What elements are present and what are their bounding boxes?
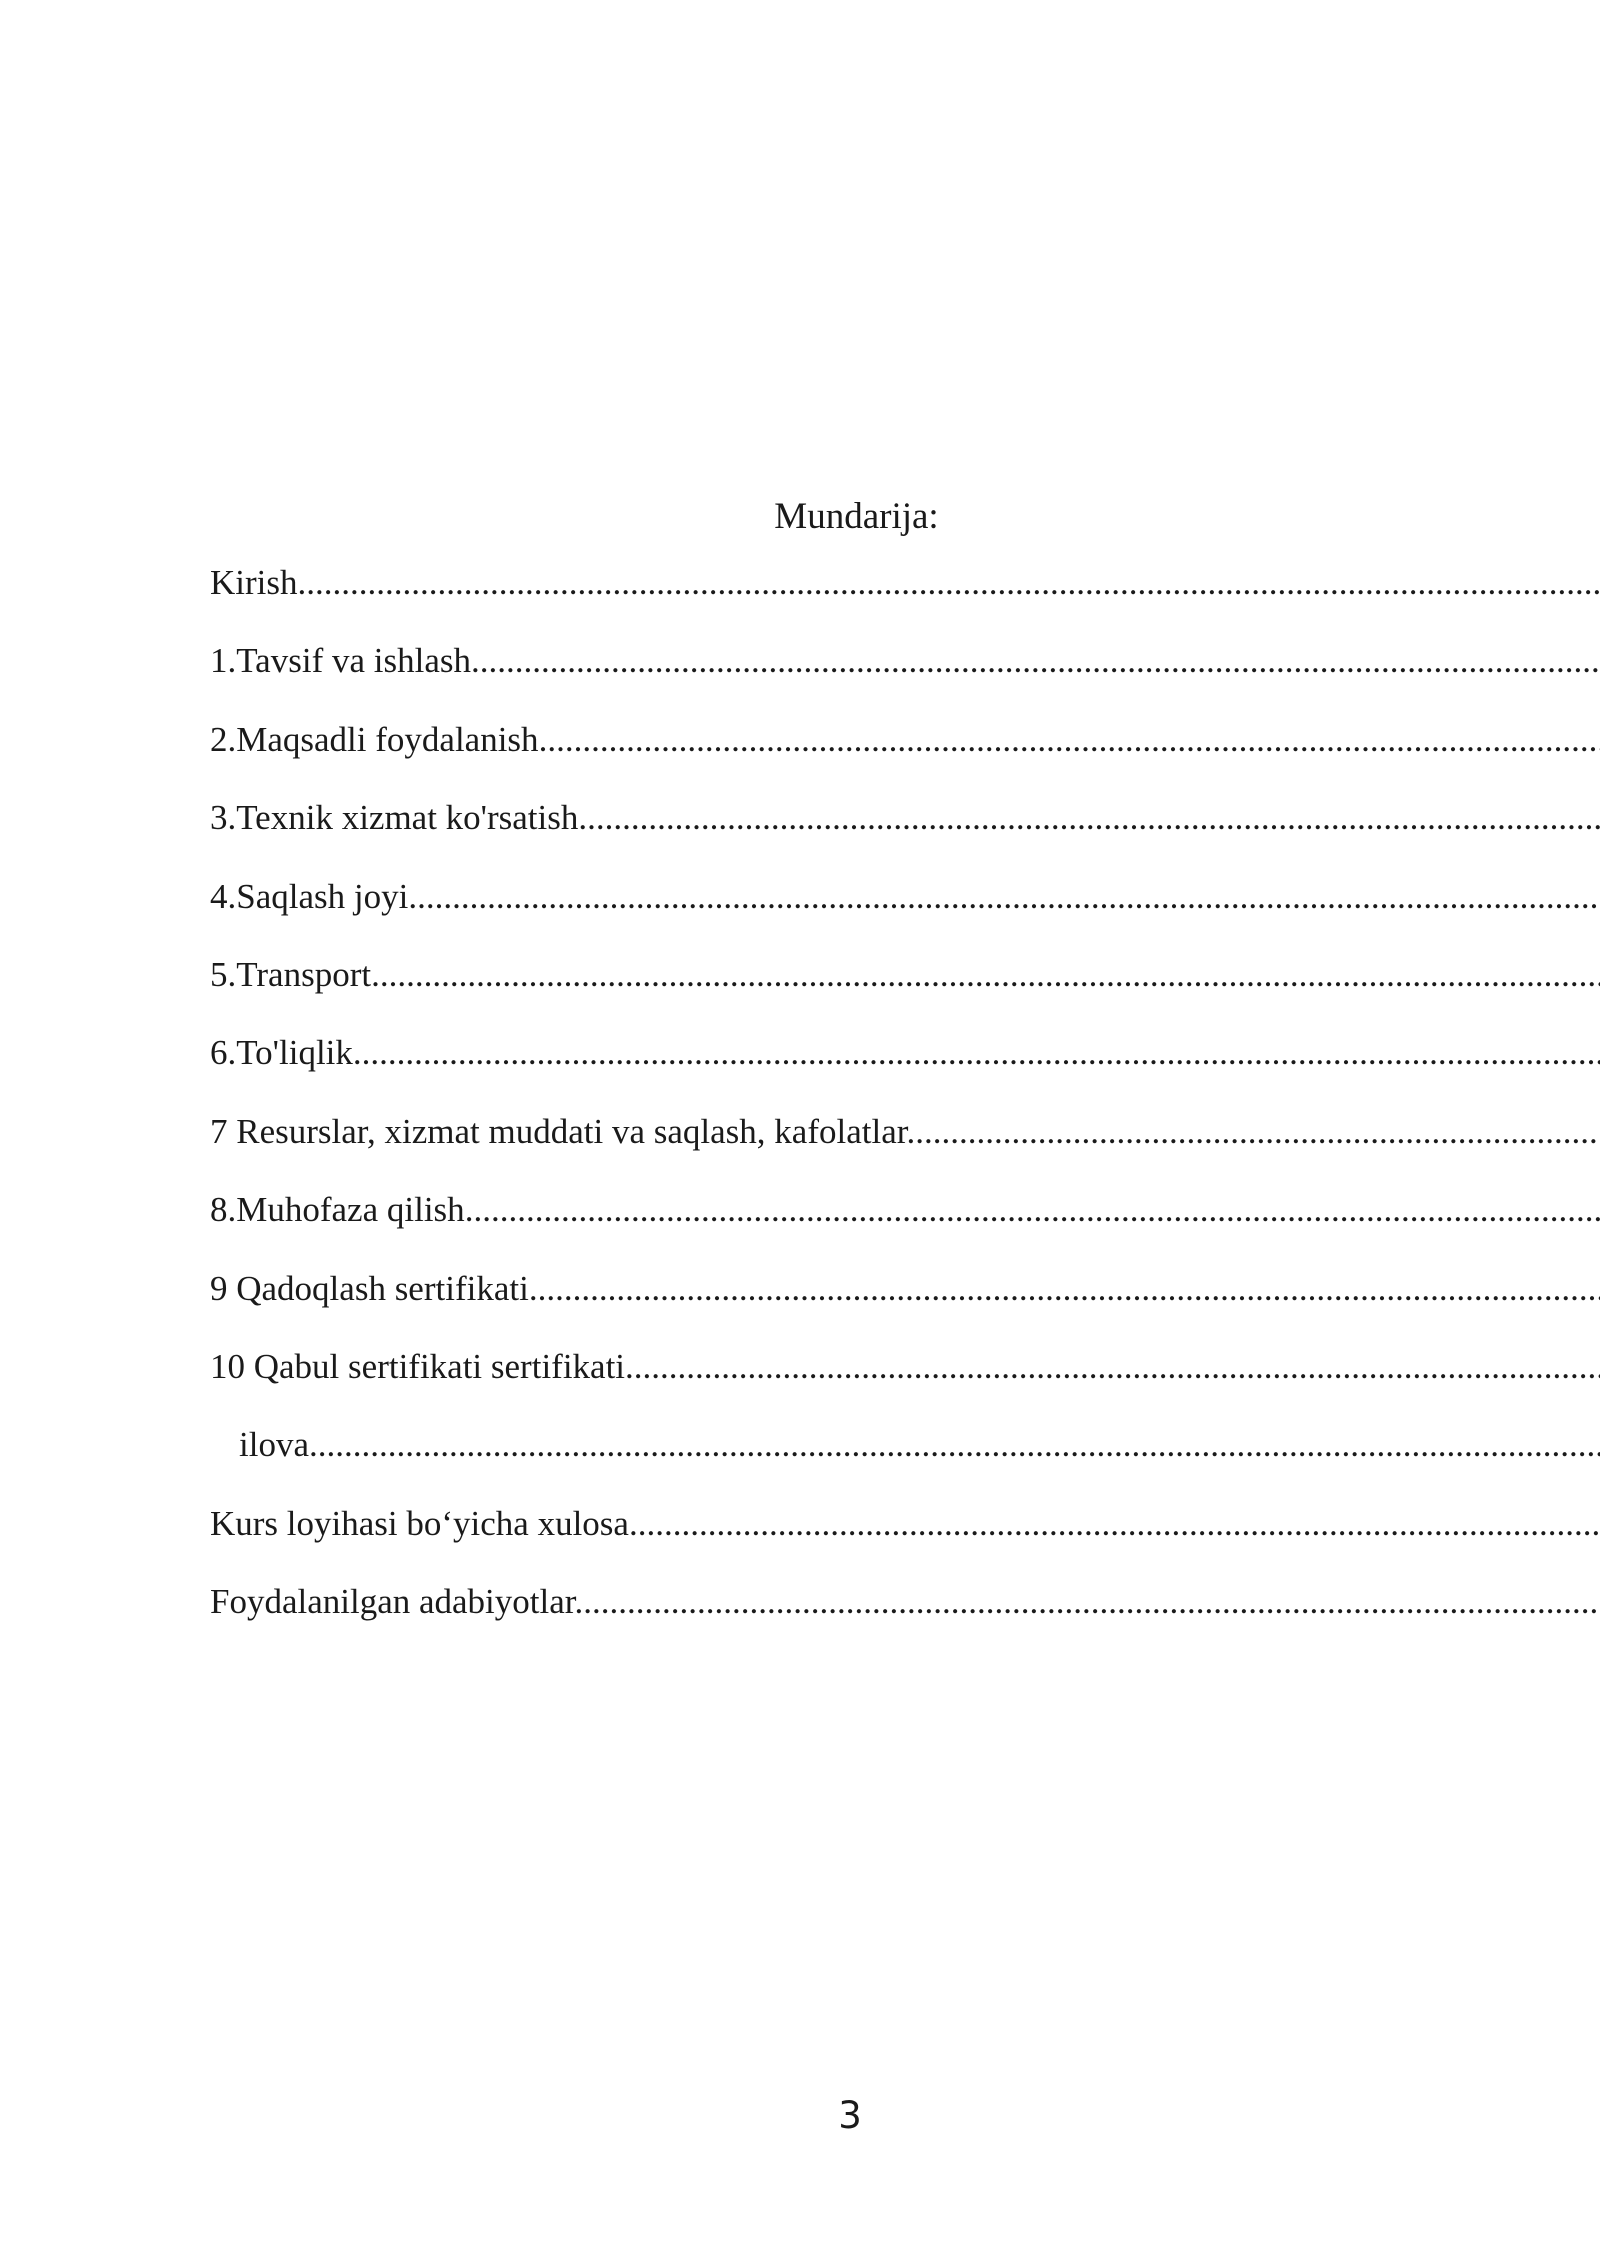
toc-leader-dots bbox=[906, 1112, 1600, 1151]
toc-item-adabiyotlar bbox=[210, 1577, 1600, 1655]
toc-item-label: 7 Resurslar, xizmat muddati va saqlash, kafolatlar bbox=[210, 1111, 907, 1151]
toc-item-transport bbox=[210, 950, 1600, 1028]
toc-item-tavsif bbox=[210, 636, 1600, 714]
toc-item-qadoqlash bbox=[210, 1264, 1600, 1342]
toc-leader-dots bbox=[371, 955, 1600, 994]
toc-item-label: 8.Muhofaza qilish bbox=[210, 1190, 465, 1230]
toc-item-label: Foydalanilgan adabiyotlar bbox=[210, 1582, 575, 1622]
toc-leader-dots bbox=[529, 1269, 1600, 1308]
toc-leader-dots bbox=[625, 1347, 1600, 1386]
toc-item-resurslar bbox=[210, 1107, 1600, 1185]
toc-item-maqsadli bbox=[210, 715, 1600, 793]
toc-item-texnik bbox=[210, 793, 1600, 871]
page-number: 3 bbox=[838, 2094, 862, 2137]
toc-item-label: Kirish bbox=[210, 563, 298, 602]
toc-item-toliqlik bbox=[210, 1028, 1600, 1106]
toc-item-label: ilova bbox=[239, 1425, 309, 1465]
toc-item-muhofaza bbox=[210, 1185, 1600, 1263]
toc-item-label: 10 Qabul sertifikati sertifikati bbox=[210, 1346, 626, 1386]
toc-item-label: 2.Maqsadli foydalanish bbox=[210, 719, 539, 759]
toc-title: Mundarija: bbox=[774, 496, 939, 537]
toc-item-ilova bbox=[210, 1420, 1600, 1498]
toc-item-label: 5.Transport bbox=[210, 954, 372, 994]
toc-leader-dots bbox=[575, 1582, 1600, 1621]
toc-leader-dots bbox=[629, 1504, 1600, 1543]
toc-item-label: 9 Qadoqlash sertifikati bbox=[210, 1268, 529, 1308]
toc-item-label: 1.Tavsif va ishlash bbox=[210, 641, 471, 681]
toc-item-label: Kurs loyihasi bo‘yicha xulosa bbox=[210, 1503, 629, 1543]
toc-item-label: 4.Saqlash joyi bbox=[210, 876, 409, 916]
toc-item-label: 3.Texnik xizmat ko'rsatish bbox=[210, 798, 579, 838]
toc-leader-dots bbox=[465, 1190, 1600, 1229]
toc-leader-dots bbox=[309, 1425, 1600, 1464]
toc-item-xulosa bbox=[210, 1499, 1600, 1577]
toc-leader-dots bbox=[298, 563, 1600, 602]
toc-leader-dots bbox=[471, 641, 1600, 680]
toc-leader-dots bbox=[353, 1033, 1600, 1072]
toc-item-kirish bbox=[210, 558, 1600, 636]
toc-item-label: 6.To'liqlik bbox=[210, 1033, 353, 1073]
toc-item-qabul bbox=[210, 1342, 1600, 1420]
toc-item-saqlash bbox=[210, 872, 1600, 950]
toc-leader-dots bbox=[408, 877, 1600, 916]
toc-leader-dots bbox=[578, 798, 1600, 837]
toc-leader-dots bbox=[539, 720, 1600, 759]
table-of-contents bbox=[210, 558, 1600, 1655]
